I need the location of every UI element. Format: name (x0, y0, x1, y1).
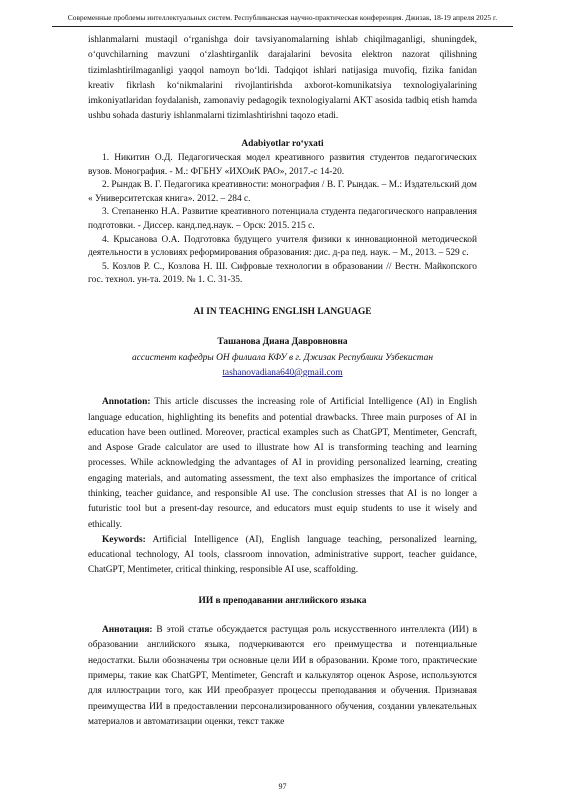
page-body (88, 33, 477, 730)
ru-annotation-paragraph (88, 623, 477, 730)
references-title: Adabiyotlar ro‘yxati (241, 138, 324, 149)
reference-item: 4. Крысанова О.А. Подготовка будущего учителя физики к инновационной методической деятельности в условиях реформирования образования: дис. д-ра пед. наук. – М., 2013. – 529 с. (88, 234, 477, 259)
article-title: AI IN TEACHING ENGLISH LANGUAGE (193, 307, 372, 318)
reference-item: 1. Никитин О.Д. Педагогическая модел креативного развития студентов педагогических вузов. Монография. - М.: ФГБНУ «ИХОиК РАО», 2017.-с 14-20. (88, 153, 477, 177)
running-header: Современные проблемы интеллектуальных систем. Республиканская научно-практическая конференция. Джизак, 18-19 апреля 2025 г. (67, 13, 498, 22)
author-affiliation: ассистент кафедры ОН филиала КФУ в г. Джизак Республики Узбекистан (132, 352, 433, 363)
author-name: Ташанова Диана Давровновна (217, 337, 348, 348)
page-number: 97 (278, 782, 287, 791)
keywords-text: Artificial Intelligence (AI), English language teaching, personalized learning, educational technology, AI tools, classroom innovation, administrative support, teacher guidance, ChatGPT, Mentimeter, critical thinking, responsible AI use, scaffolding. (88, 534, 477, 576)
reference-item: 2. Рындак В. Г. Педагогика креативности: монография / В. Г. Рындак. – М.: Издательский дом « Университетская книга». 2012. – 284 с. (88, 180, 477, 204)
keywords-label: Keywords: (102, 534, 146, 545)
author-email-link[interactable]: tashanovadiana640@gmail.com (222, 367, 343, 378)
header-rule (52, 26, 513, 27)
ru-annotation-label: Аннотация: (102, 625, 153, 636)
annotation-text: This article discusses the increasing role of Artificial Intelligence (AI) in English language education, highlighting its benefits and potential drawbacks. Three main purposes of AI in education have been outlined. Moreover, practical examples such as ChatGPT, Mentimeter, Gencraft, and Aspose Grade calculator are used to illustrate how AI is transforming teaching and learning processes. While acknowledging the advantages of AI in providing personalized learning, creating engaging materials, and automating assessment, the text also emphasizes the importance of critical thinking, teacher guidance, and responsible AI use. The conclusion stresses that AI is no longer a futuristic tool but a present-day resource, and educators must equip students to use it wisely and ethically. (88, 397, 477, 530)
keywords-paragraph (88, 533, 477, 579)
ru-annotation-text: В этой статье обсуждается растущая роль искусственного интеллекта (ИИ) в образовании английского языка, подчеркиваются его преимущества и потенциальные недостатки. Были обозначены три основные цели ИИ в образовании. Кроме того, практические примеры, такие как ChatGPT, Mentimeter, Gencraft и калькулятор оценок Aspose, используются для иллюстрации того, как ИИ преобразует процессы преподавания и обучения. Признавая преимущества ИИ в предоставлении персонализированного обучения, создании увлекательных материалов и автоматизации оценки, текст также (88, 625, 477, 727)
intro-paragraph: ishlanmalarni mustaqil o‘rganishga doir tavsiyanomalarning ishlab chiqilmaganligi, shuningdek, o‘quvchilarning mavzuni o‘zlashtirganlik darajalarini bevosita elektron nazorat qilishning tizimlashtirilmaganligi yaqqol namoyn bo‘ldi. Tadqiqot ishlari natijasiga muvofiq, fizika fanidan kreativ fikrlash ko‘nikmalarini rivojlantirishda axborot-komunikatsiya texnologiyalarining imkoniyatlaridan foydalanish, zamonaviy pedagogik texnologiyalarni AKT asosida tadbiq etish hamda ushbu sohada dasturiy ishlanmalarni tizimlashtirishni taqozo etadi. (88, 35, 477, 122)
reference-item: 5. Козлов Р. С., Козлова Н. Ш. Сифровые технологии в образовании // Вестн. Майкопского гос. технол. ун-та. 2019. № 1. С. 31-35. (88, 261, 477, 286)
reference-item: 3. Степаненко Н.А. Развитие креативного потенциала студента педагогического направления подготовки. - Диссер. канд.пед.наук. – Орск: 2015. 215 с. (88, 207, 477, 232)
annotation-paragraph (88, 395, 477, 533)
annotation-label: Annotation: (102, 397, 151, 408)
ru-article-title: ИИ в преподавании английского языка (198, 595, 367, 606)
